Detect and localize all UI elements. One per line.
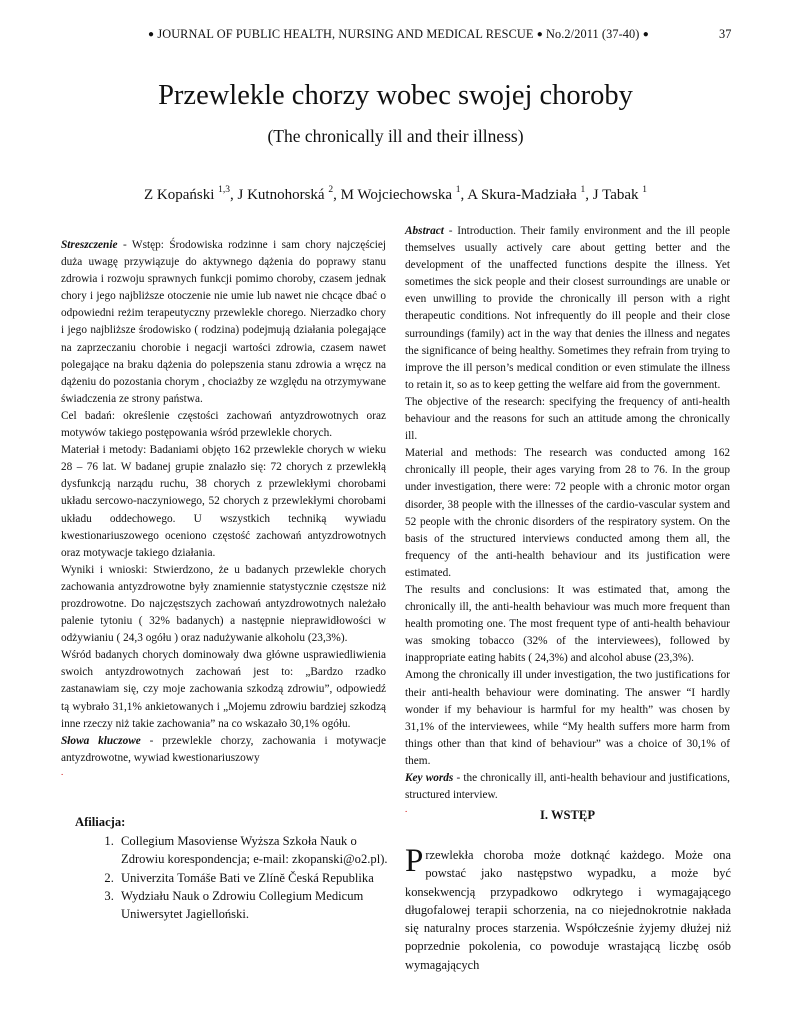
section-heading: I. WSTĘP [539,808,596,822]
keywords-paragraph [61,733,386,767]
abstract-paragraph: Materiał i metody: Badaniami objęto 162 przewlekle chorych w wieku 28 – 76 lat. W badanej grupie znalazło się: 72 chorych z przewlekłą dysfunkcją narządu ruchu, 38 chorych z przewlekłymi chorobami układu sercowo-naczyniowego, 52 chorych z przewlekłymi chorobami układu oddechowego. U wszystkich techniką wywiadu kwestionariuszowego oceniono częstość zachowań antyzdrowotnych oraz motywacje takiego działania. [61,444,386,559]
red-dot-marker: . [61,766,64,777]
abstract-label: Abstract [405,225,444,237]
keywords-text: - przewlekle chorzy, zachowania i motywacje antyzdrowotne, wywiad kwestionariuszowy [61,734,386,764]
abstract-paragraph: The results and conclusions: It was estimated that, among the chronically ill, the anti-health behaviour was much more frequent than health promoting one. The most frequent type of anti-health behaviour was smoking tobacco (32% of the interviewees), followed by inappropriate eating habits ( 24,3%) and alcohol abuse (23,3%). [405,583,730,665]
author-affiliation-marker: 2 [328,185,334,195]
abstract-paragraph: Cel badań: określenie częstości zachowań antyzdrowotnych oraz motywów takiego postępowania wśród przewlekle chorych. [61,409,386,440]
abstract-paragraph: Wśród badanych chorych dominowały dwa główne usprawiedliwienia swoich antyzdrowotnych zachowań jest to: „Bardzo rzadko zastanawiam się, czy moje zachowania szkodzą zdrowiu”, odpowiedź tą wybrało 31,1% ankietowanych i „Mojemu zdrowiu bardziej szkodzą inne rzeczy niż takie zachowania” na co wskazało 30,1% ogółu. [61,649,386,730]
page-number: 37 [719,27,732,41]
abstract-text: - Introduction. Their family environment and the ill people themselves usually actively care about getting better and the development of the unaffected functions despite the illness. Yet sometimes the sick people and their closest surroundings are unable or even unwilling to provide the chronically ill person with a right therapeutic conditions. Not infrequently do ill people and their close surroundings (family) act in the way that denies the illness and negates the significance of being healthy. Sometimes they refrain from trying to improve the ill person’s medical condition or even stimulate the illness to retain it, so as to keep getting the welfare aid from the government. [405,225,730,391]
author-name: J Kutnohorská [237,187,325,203]
running-header [148,27,748,42]
polish-abstract [61,237,386,777]
paper-title: Przewlekle chorzy wobec swojej choroby [158,80,633,111]
issue-info: No.2/2011 (37-40) [546,27,640,41]
affiliations-heading: Afiliacja: [75,815,126,829]
author-affiliation-marker: 1 [580,185,586,195]
abstract-label: Streszczenie [61,239,118,251]
red-dot-marker: . [405,804,408,815]
keywords-label: Key words [405,772,454,784]
affiliation-item: 1. Collegium Masoviense Wyższa Szkoła Nauk o Zdrowiu korespondencja; e-mail: zkopanski@o2.pl). [117,832,395,868]
author-affiliation-marker: 1 [455,185,461,195]
drop-cap: P [405,843,424,879]
author-name: M Wojciechowska [340,187,453,203]
abstract-paragraph: Among the chronically ill under investigation, the two justifications for their anti-health behaviour were dominating. The answer “I hardly wonder if my behaviour is harmful for my health” was chosen by 31,1% of the interviewees, while “My health suffers more harm from things other than that kind of behaviour” was a choice of 30,1% of them. [405,669,730,767]
author-affiliation-marker: 1 [642,185,648,195]
affiliations-list [75,832,395,923]
affiliation-item: 3. Wydziału Nauk o Zdrowiu Collegium Medicum Uniwersytet Jagielloński. [117,887,395,923]
journal-name: JOURNAL OF PUBLIC HEALTH, NURSING AND MEDICAL RESCUE [157,27,534,41]
abstract-paragraph [405,223,730,394]
introduction-paragraph: rzewlekła choroba może dotknąć każdego. Może ona powstać jako następstwo wypadku, a może być konsekwencją przypadkowo odkrytego i wymagającego długofalowej terapii schorzenia, na co niejednokrotnie nakłada się naturalny proces starzenia. Współcześnie żyjemy dłużej niż poprzednie pokolenia, co powoduje wrastającą liczbę osób wymagających [405,848,731,972]
keywords-paragraph [405,770,730,804]
abstract-paragraph [61,237,386,408]
affiliations [75,813,395,923]
keywords-text: - the chronically ill, anti-health behaviour and justifications, structured interview. [405,772,731,802]
keywords-label: Słowa kluczowe [61,734,141,747]
abstract-paragraph: Wyniki i wnioski: Stwierdzono, że u badanych przewlekle chorych zachowania antyzdrowotne były znamiennie statystycznie częstsze niż prozdrowotne. Do najczęstszych zachowań antyzdrowotnych należało palenie tytoniu ( 32% badanych) a następnie nieprawidłowości w odżywianiu ( 24,3 ogółu ) oraz nadużywanie alkoholu (23,3%). [61,563,386,645]
author-name: Z Kopański [143,187,215,203]
introduction-text [405,843,731,974]
paper-subtitle: (The chronically ill and their illness) [267,126,524,146]
author-list: Z Kopański $^{1,3}$, J Kutnohorská $^2$, M Wojciechowska $^1$, A Skura-Madziała $^1$, J Tabak $^1$ [143,185,648,203]
bullet-icon: ● [642,29,649,40]
author-affiliation-marker: 1,3 [218,185,231,195]
author-name: J Tabak [592,187,639,203]
abstract-paragraph: Material and methods: The research was conducted among 162 chronically ill people, their ages varying from 28 to 76. In the group under investigation, there were: 72 people with a chronic motor organ disorder, 38 people with the illnesses of the cardio-vascular system and 52 people with the chronic disorders of the respiratory system. On the basis of the structured interviews conducted among them all, the frequency of the anti-health behaviour and its justification were estimated. [405,447,730,579]
abstract-text: - Wstęp: Środowiska rodzinne i sam chory najczęściej duża uwagę przywiązuje do aktywnego dążenia do poprawy stanu zdrowia i rozwoju sprawnych funkcji pomimo choroby, czasem jednak chory i jego najbliższe otoczenie nie umie lub nawet nie chcące dbać o odpowiedni reżim terapeutyczny przewlekle chorego. Nierzadko chory i jego najbliższe środowisko ( rodzina) podejmują działania polegające na zaprzeczaniu chorobie i negacji wartości zdrowia, czasem nawet polegające na braku dążenia do polepszenia stanu zdrowia a wręcz na dążeniu do pozostania chorym , chociażby ze względu na otrzymywane świadczenia ze strony państwa. [61,239,386,405]
abstract-paragraph: The objective of the research: specifying the frequency of anti-health behaviour and the reasons for such an attitude among the chronically ill. [405,395,730,443]
affiliation-item: 2. Univerzita Tomáše Bati ve Zlíně Česká Republika [117,869,395,887]
english-abstract [405,223,730,814]
bullet-icon: ● [148,29,155,40]
bullet-icon: ● [536,29,543,40]
author-name: A Skura-Madziała [467,187,577,203]
